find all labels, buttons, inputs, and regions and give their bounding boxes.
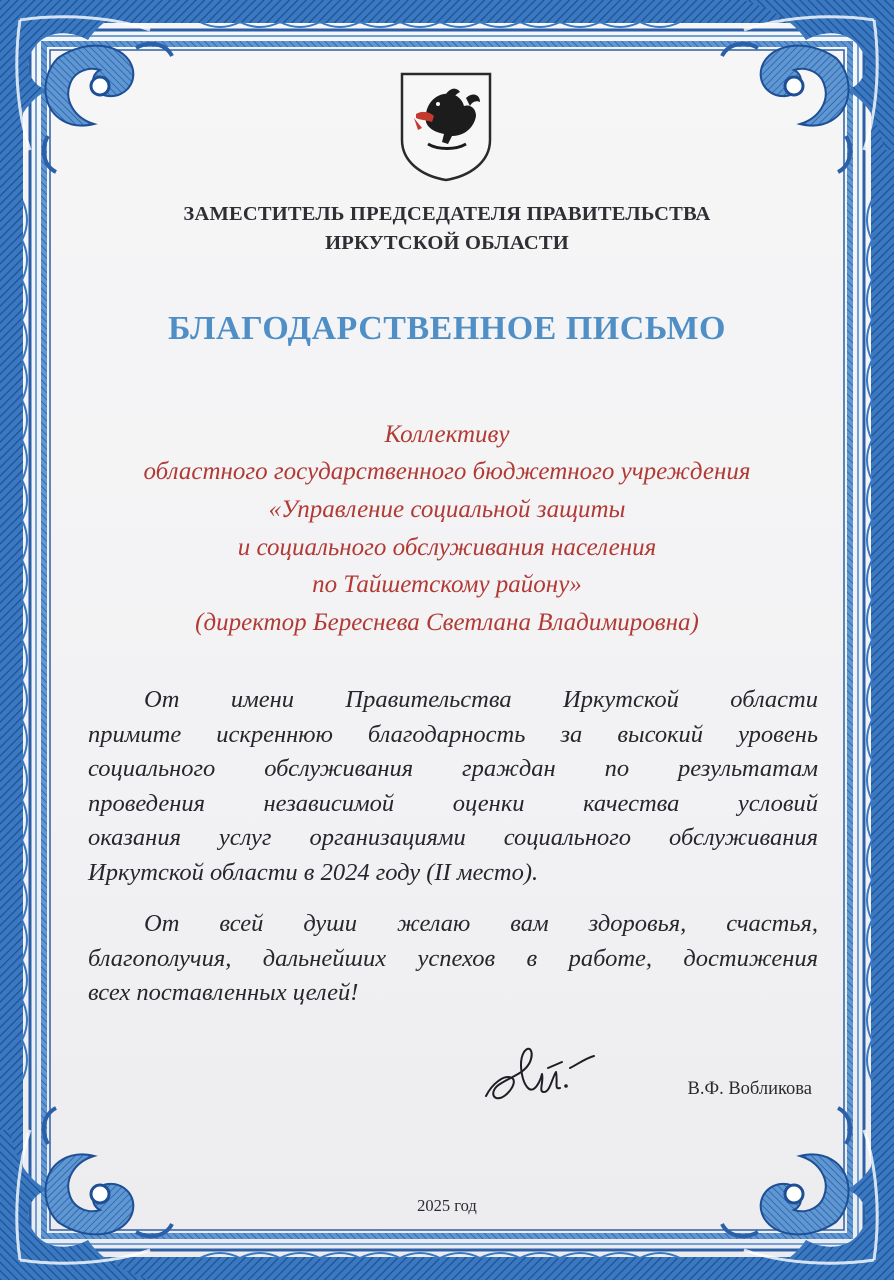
- paragraph-2-line: всех поставленных целей!: [88, 979, 359, 1006]
- paragraph-1: [88, 683, 818, 890]
- addressee-line-1: Коллективу: [384, 421, 510, 448]
- paragraph-1-line: проведения независимой оценки качества условий: [88, 789, 818, 817]
- addressee-line-3: «Управление социальной защиты: [268, 496, 626, 523]
- paragraph-2: [88, 907, 818, 1011]
- paragraph-1-line: оказания услуг организациями социального обслуживания: [88, 824, 818, 851]
- paragraph-2-line: От всей души желаю вам здоровья, счастья,: [144, 910, 818, 937]
- addressee-line-6: (директор Береснева Светлана Владимировна): [195, 609, 699, 636]
- letter-title: БЛАГОДАРСТВЕННОЕ ПИСЬМО: [168, 310, 726, 347]
- addressee-line-5: по Тайшетскому району»: [312, 571, 582, 598]
- issue-year: 2025 год: [417, 1196, 477, 1215]
- header-line-2: ИРКУТСКОЙ ОБЛАСТИ: [325, 232, 569, 254]
- addressee-line-2: областного государственного бюджетного учреждения: [143, 458, 751, 485]
- paragraph-1-line: социального обслуживания граждан по результатам: [88, 755, 818, 782]
- header-line-1: ЗАМЕСТИТЕЛЬ ПРЕДСЕДАТЕЛЯ ПРАВИТЕЛЬСТВА: [183, 203, 711, 225]
- paragraph-1-line: От имени Правительства Иркутской области: [144, 686, 818, 713]
- paragraph-2-line: благополучия, дальнейших успехов в работе, достижения: [88, 944, 818, 972]
- addressee-line-4: и социального обслуживания населения: [237, 534, 657, 561]
- handwritten-signature: [478, 1038, 598, 1110]
- irkutsk-coat-of-arms-icon: [398, 70, 494, 182]
- paragraph-1-line: примите искреннюю благодарность за высокий уровень: [88, 720, 818, 748]
- paragraph-1-line: Иркутской области в 2024 году (II место).: [88, 858, 539, 886]
- signer-name: В.Ф. Вобликова: [687, 1079, 812, 1099]
